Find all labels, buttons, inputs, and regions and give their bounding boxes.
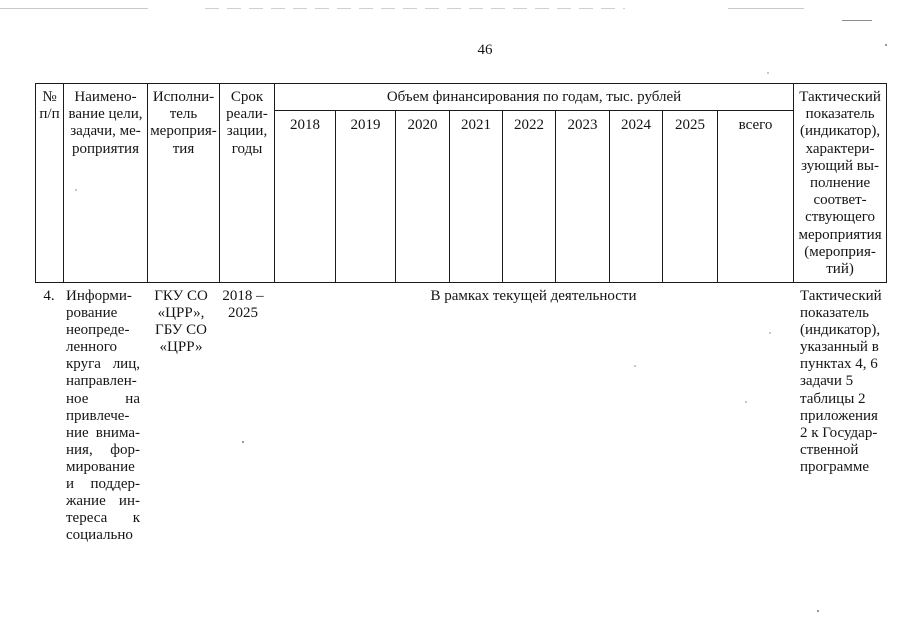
header-year-cell	[450, 111, 503, 283]
header-period-text: Срок	[230, 89, 264, 105]
header-indicator-text: мероприятия	[798, 226, 882, 243]
header-executor-text: мероприя-	[150, 123, 217, 140]
row-period-cell	[219, 288, 267, 322]
scan-artifact-line	[728, 8, 804, 9]
header-total-cell	[718, 111, 794, 283]
header-period-text: реали-	[226, 106, 268, 123]
header-name-text: вание цели,	[68, 106, 143, 123]
header-number-text: №	[42, 89, 57, 105]
header-executor-cell	[148, 84, 220, 283]
row-executor-cell	[145, 288, 217, 356]
row-name-text: и поддер-	[66, 476, 140, 493]
scan-speck	[817, 610, 819, 612]
header-name-text: роприятия	[72, 140, 139, 157]
header-name-text: задачи, ме-	[70, 123, 141, 140]
header-year-2018: 2018	[290, 117, 320, 133]
header-year-cell	[336, 111, 396, 283]
header-indicator-cell	[794, 84, 887, 283]
row-name-cell	[66, 288, 140, 544]
row-indicator-text: задачи 5	[800, 373, 854, 390]
row-name-text: рование	[66, 305, 118, 322]
header-year-cell	[610, 111, 663, 283]
row-name-text: неопреде-	[66, 322, 130, 339]
scan-speck	[885, 44, 887, 46]
header-year-2021: 2021	[461, 117, 491, 133]
header-period-text: зации,	[226, 123, 268, 140]
scan-artifact-line	[205, 8, 625, 9]
header-indicator-text: зующий вы-	[801, 157, 879, 174]
row-executor-text: «ЦРР»,	[157, 305, 205, 322]
header-year-2019: 2019	[350, 117, 381, 133]
header-indicator-text: характери-	[805, 140, 875, 157]
row-name-text: ленного	[66, 339, 117, 356]
row-indicator-text: таблицы 2	[800, 390, 866, 407]
header-row-top	[36, 84, 887, 111]
row-executor-text: ГБУ СО	[155, 322, 207, 339]
row-indicator-text: (индикатор),	[800, 322, 881, 339]
scan-artifact-line	[842, 20, 872, 21]
row-indicator-cell	[800, 288, 886, 476]
funding-table-header	[35, 83, 887, 283]
header-year-2020: 2020	[407, 117, 438, 133]
row-name-text: тереса к	[66, 510, 140, 527]
row-name-text: мирование	[66, 458, 135, 475]
row-name-text: ние внима-	[66, 424, 140, 441]
header-year-2025: 2025	[675, 117, 705, 133]
header-executor-text: тель	[169, 106, 198, 123]
row-executor-text: ГКУ СО	[154, 288, 208, 304]
header-number-cell	[36, 84, 64, 283]
header-name-cell	[64, 84, 148, 283]
row-indicator-text: программе	[800, 458, 869, 475]
row-executor-text: «ЦРР»	[159, 339, 203, 356]
scan-artifact-line	[0, 8, 148, 9]
scan-speck	[769, 332, 771, 334]
scan-speck	[767, 72, 769, 74]
header-indicator-text: (индикатор),	[799, 123, 881, 140]
header-total-text: всего	[738, 117, 773, 133]
header-number-text: п/п	[39, 106, 60, 123]
header-year-2023: 2023	[567, 117, 598, 133]
header-indicator-text: полнение	[809, 175, 871, 192]
header-year-cell	[275, 111, 336, 283]
row-name-text: привлече-	[66, 407, 130, 424]
scan-speck	[745, 401, 747, 403]
row-indicator-text: приложения	[800, 407, 878, 424]
header-year-cell	[663, 111, 718, 283]
row-period-text: 2025	[228, 305, 258, 322]
row-name-text: ния, фор-	[66, 441, 140, 458]
row-indicator-text: Тактический	[800, 288, 882, 304]
header-year-cell	[556, 111, 610, 283]
header-executor-text: тия	[172, 140, 195, 157]
header-year-cell	[396, 111, 450, 283]
row-indicator-text: ственной	[800, 441, 859, 458]
row-name-text: жание ин-	[66, 493, 140, 510]
scan-speck	[634, 365, 636, 367]
header-period-cell	[220, 84, 275, 283]
header-indicator-text: ствующего	[805, 209, 876, 226]
header-executor-text: Исполни-	[152, 89, 215, 105]
header-year-cell	[503, 111, 556, 283]
scan-speck	[242, 441, 244, 443]
row-number: 4.	[43, 288, 55, 304]
row-name-text: Информи-	[66, 288, 132, 304]
row-period-text: 2018 –	[222, 288, 264, 304]
row-name-text: направлен-	[66, 373, 137, 390]
header-year-2022: 2022	[514, 117, 544, 133]
header-period-text: годы	[231, 140, 263, 157]
row-name-text: круга лиц,	[66, 356, 140, 373]
row-funding-text: В рамках текущей деятельности	[430, 288, 637, 304]
row-indicator-text: показатель	[800, 305, 869, 322]
row-indicator-text: пунктах 4, 6	[800, 356, 878, 373]
row-name-text: социально	[66, 527, 133, 544]
header-indicator-text: (мероприя-	[804, 243, 876, 260]
row-name-text: ное на	[66, 390, 140, 407]
header-name-text: Наимено-	[74, 89, 137, 105]
header-funding-text: Объем финансирования по годам, тыс. рублей	[386, 89, 682, 105]
header-funding-cell	[275, 84, 794, 111]
page-number: 46	[477, 42, 493, 58]
header-indicator-text: Тактический	[799, 89, 881, 105]
header-indicator-text: показатель	[805, 106, 875, 123]
header-indicator-text: тий)	[826, 261, 854, 278]
row-indicator-text: указанный в	[800, 339, 879, 356]
row-indicator-text: 2 к Государ-	[800, 424, 878, 441]
header-year-2024: 2024	[621, 117, 651, 133]
header-indicator-text: соответ-	[813, 192, 867, 209]
